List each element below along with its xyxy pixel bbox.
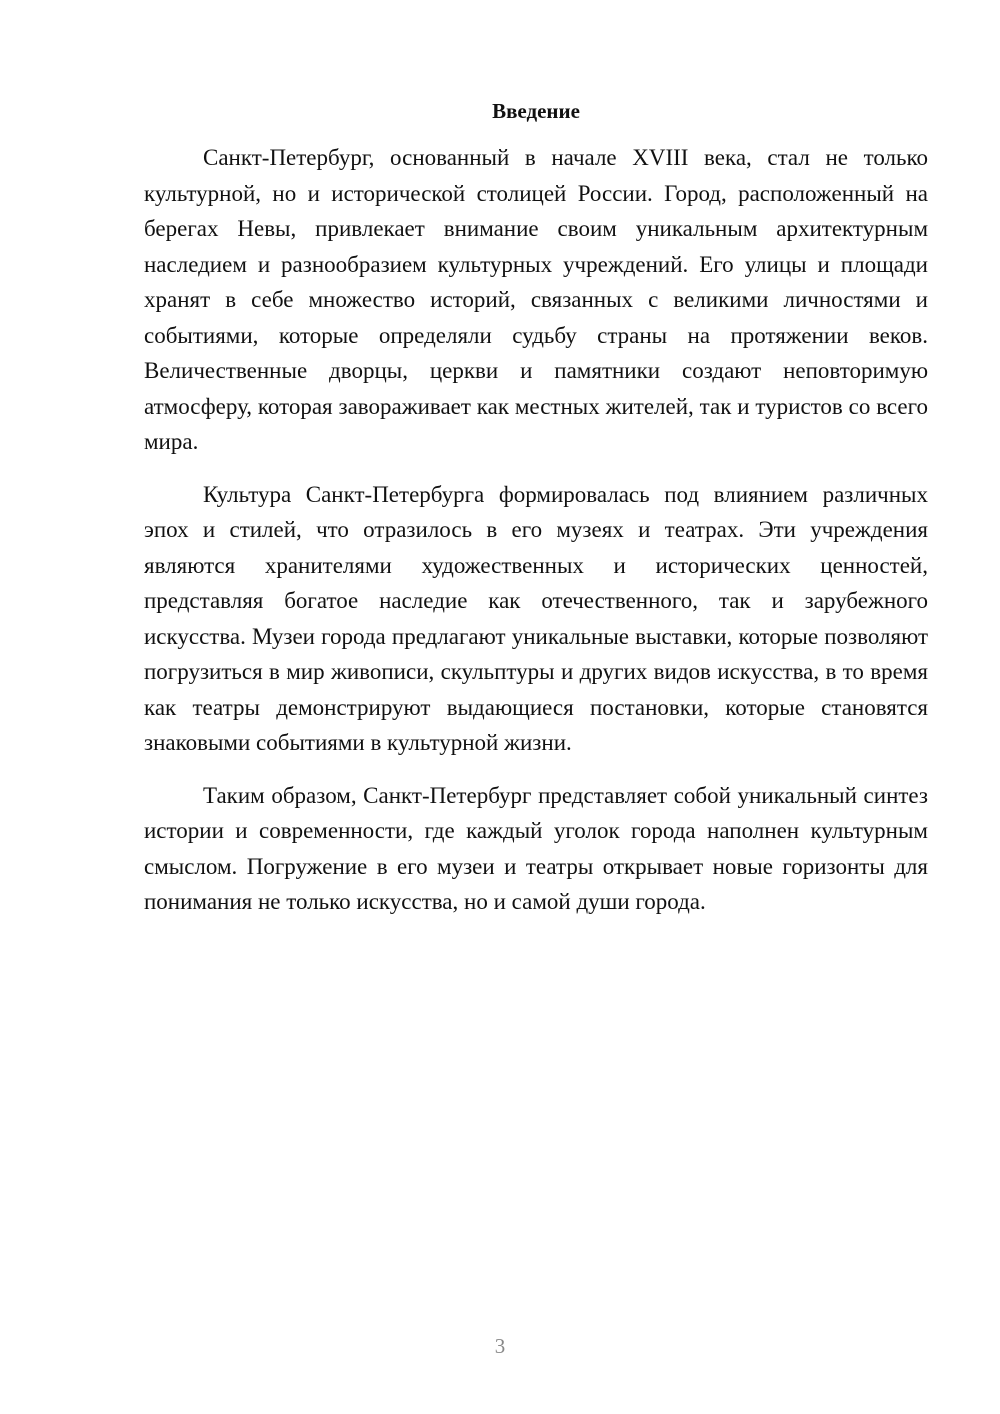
page-content (144, 96, 928, 937)
paragraph-2: Культура Санкт-Петербурга формировалась под влиянием различных эпох и стилей, что отразилось в его музеях и театрах. Эти учреждения являются хранителями художественных и исторических ценностей, представляя богатое наследие как отечественного, так и зарубежного искусства. Музеи города предлагают уникальные выставки, которые позволяют погрузиться в мир живописи, скульптуры и других видов искусства, в то время как театры демонстрируют выдающиеся постановки, которые становятся знаковыми событиями в культурной жизни. (144, 481, 928, 755)
paragraph-1: Санкт-Петербург, основанный в начале XVIII века, стал не только культурной, но и исторической столицей России. Город, расположенный на берегах Невы, привлекает внимание своим уникальным архитектурным наследием и разнообразием культурных учреждений. Его улицы и площади хранят в себе множество историй, связанных с великими личностями и событиями, которые определяли судьбу страны на протяжении веков. Величественные дворцы, церкви и памятники создают неповторимую атмосферу, которая завораживает как местных жителей, так и туристов со всего мира. (144, 145, 928, 454)
page-number: 3 (494, 1334, 506, 1358)
paragraph-3: Таким образом, Санкт-Петербург представляет собой уникальный синтез истории и современности, где каждый уголок города наполнен культурным смыслом. Погружение в его музеи и театры открывает новые горизонты для понимания не только искусства, но и самой души города. (144, 782, 928, 914)
section-heading: Введение (492, 99, 580, 123)
